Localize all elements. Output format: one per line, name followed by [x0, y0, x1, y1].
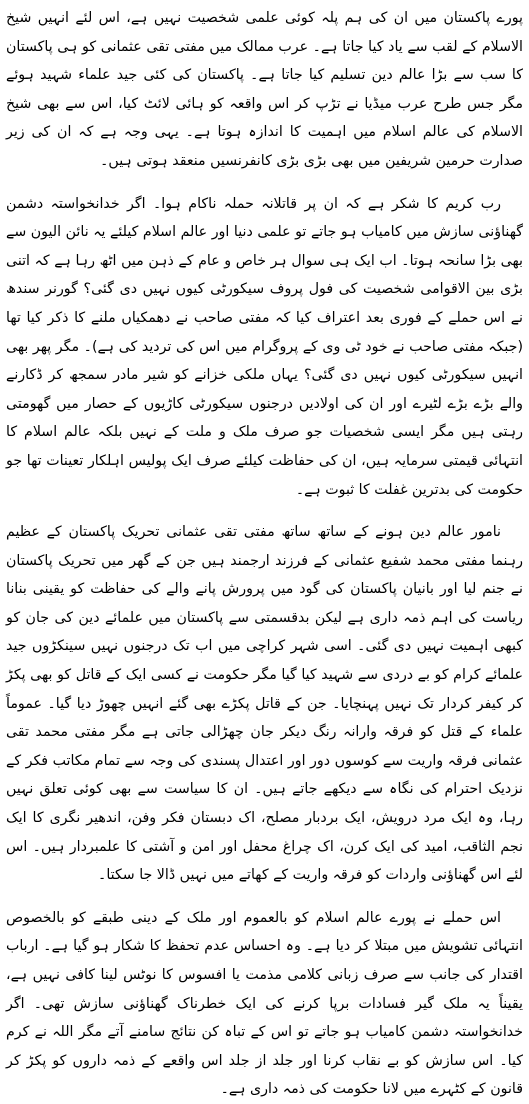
article-paragraph-2: رب کریم کا شکر ہے کہ ان پر قاتلانہ حملہ ناکام ہوا۔ اگر خدانخواستہ دشمن گھناؤنی سازش میں کامیاب ہو جاتے تو علمی دنیا اور عالم اسلام کیلئے یہ نائن الیون سے بھی بڑا سانحہ ہوتا۔ اب ایک ہی سوال ہر خاص و عام کے ذہن میں اٹھ رہا ہے کہ اتنی بڑی بین الاقوامی شخصیت کی فول پروف سیکورٹی کیوں نہیں دی گئی؟ گورنر سندھ نے اس حملے کے فوری بعد اعتراف کیا کہ مفتی صاحب نے دھمکیاں ملنے کا ذکر کیا تھا (جبکہ مفتی صاحب نے خود ٹی وی کے پروگرام میں اس کی تردید کی ہے)۔ مگر پھر بھی انہیں سیکورٹی کیوں نہیں دی گئی؟ یہاں ملکی خزانے کو شیر مادر سمجھ کر ڈکارنے والے بڑے بڑے لٹیرے اور ان کی اولادیں درجنوں سیکورٹی کاڑیوں کے حصار میں گھومتی رہتی ہیں مگر ایسی شخصیات جو صرف ملک و ملت کے نہیں بلکہ عالم اسلام کا انتہائی قیمتی سرمایہ ہیں، ان کی حفاظت کیلئے صرف ایک پولیس اہلکار تعینات تھا جو حکومت کی بدترین غفلت کا ثبوت ہے۔	[6, 195, 523, 498]
article-paragraph-3: نامور عالم دین ہونے کے ساتھ ساتھ مفتی تقی عثمانی تحریک پاکستان کے عظیم رہنما مفتی محمد شفیع عثمانی کے فرزند ارجمند ہیں جن کے گھر میں تحریک پاکستان نے جنم لیا اور بانیان پاکستان کی گود میں پرورش پانے والے کی حفاظت کو یقینی بنانا ریاست کی اہم ذمہ داری ہے لیکن بدقسمتی سے پاکستان میں علمائے دین کی جان کو کبھی اہمیت نہیں دی گئی۔ اسی شہر کراچی میں اب تک درجنوں نہیں سینکڑوں جید علمائے کرام کو بے دردی سے شہید کیا گیا مگر حکومت نے کسی ایک کے قاتل کو بھی پکڑ کر کیفر کردار تک نہیں پہنچایا۔ جن کے قاتل پکڑے بھی گئے انہیں چھوڑ دیا گیا۔ عموماً علماء کے قتل کو فرقہ وارانہ رنگ دیکر جان چھڑالی جاتی ہے مگر مفتی محمد تقی عثمانی فرقہ واریت سے کوسوں دور اور اعتدال پسندی کی وجہ سے تمام مکاتب فکر کے نزدیک احترام کی نگاہ سے دیکھے جاتے ہیں۔ ان کا سیاست سے بھی کوئی تعلق نہیں رہا، وہ ایک مرد درویش، ایک بردبار مصلح، اک دبستان فکر وفن، اندھیر نگری کا ایک نجم الثاقب، امید کی ایک کرن، اک چراغ محفل اور امن و آشتی کا علمبردار ہیں۔ اس لئے اس گھناؤنی واردات کو فرقہ واریت کے کھاتے میں نہیں ڈالا جا سکتا۔	[6, 524, 523, 884]
article-paragraph-4: اس حملے نے پورے عالم اسلام کو بالعموم اور ملک کے دینی طبقے کو بالخصوص انتہائی تشویش میں مبتلا کر دیا ہے۔ وہ احساس عدم تحفظ کا شکار ہو گیا ہے۔ ارباب اقتدار کی جانب سے صرف زبانی کلامی مذمت یا افسوس کا نوٹس لینا کافی نہیں ہے، یقیناً یہ ملک گیر فسادات برپا کرنے کی ایک خطرناک گھناؤنی سازش تھی۔ اگر خدانخواستہ دشمن کامیاب ہو جاتے تو اس کے تباہ کن نتائج سامنے آتے مگر اللہ نے کرم کیا۔ اس سازش کو بے نقاب کرنا اور جلد از جلد اس واقعے کے ذمہ داروں کو پکڑ کر قانون کے کٹہرے میں لانا حکومت کی ذمہ داری ہے۔	[6, 909, 523, 1098]
article-paragraph-1: پورے پاکستان میں ان کی ہم پلہ کوئی علمی شخصیت نہیں ہے، اس لئے انہیں شیخ الاسلام کے لقب سے یاد کیا جاتا ہے۔ عرب ممالک میں مفتی تقی عثمانی کو ہی پاکستان کا سب سے بڑا عالم دین تسلیم کیا جاتا ہے۔ پاکستان کی کئی جید علماء شہید ہوئے مگر جس طرح عرب میڈیا نے تڑپ کر اس واقعہ کو ہائی لائٹ کیا، اس سے بھی شیخ الاسلام کی عالم اسلام میں اہمیت کا اندازہ ہوتا ہے۔ یہی وجہ ہے کہ ان کی زیر صدارت حرمین شریفین میں بھی بڑی بڑی کانفرنسیں منعقد ہوتی ہیں۔	[6, 10, 523, 169]
